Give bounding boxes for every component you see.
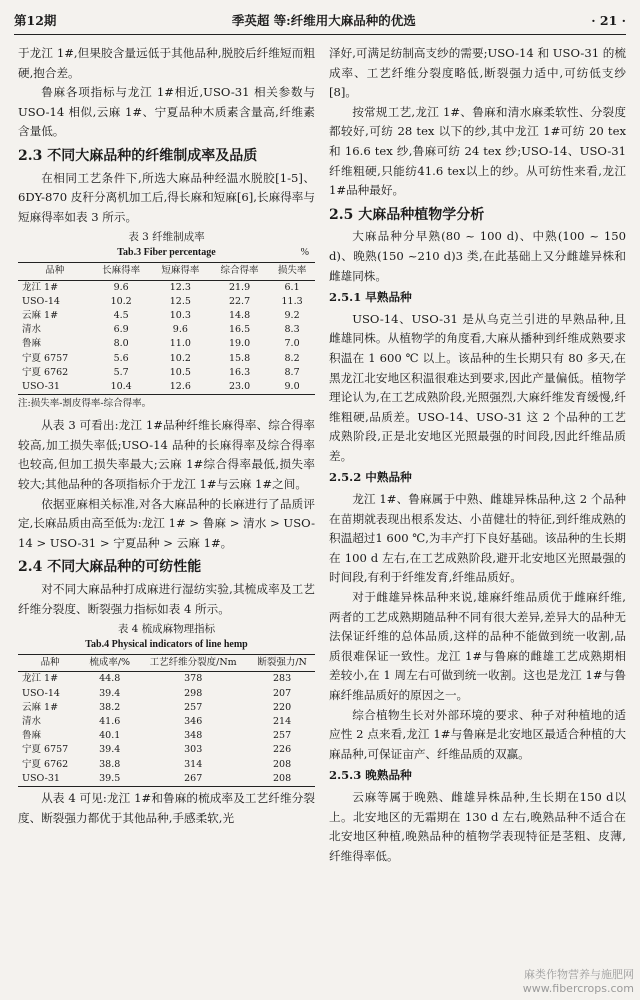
table-3-caption: 表 3 纤维制成率 xyxy=(128,231,205,244)
value-cell: 21.9 xyxy=(228,281,251,293)
table-header-cell: 短麻得率 xyxy=(151,263,210,280)
value-cell: 9.2 xyxy=(284,309,300,321)
value-cell: 214 xyxy=(273,715,292,727)
value-cell: 4.5 xyxy=(113,309,129,321)
variety-cell: 宁夏 6762 xyxy=(22,366,69,378)
variety-cell: USO-31 xyxy=(18,380,92,395)
section-heading-2-3: 2.3 不同大麻品种的纤维制成率及品质 xyxy=(18,147,258,164)
paragraph: 对于雌雄异株品种来说,雄麻纤维品质优于雌麻纤维,两者的工艺成熟期随品种不同有很大差异,差异大的品种无法保证纤维的总体品质,这样的品种不能做到统一收割,品质很难保证一致性。龙江 1#与鲁麻的雌雄工艺成熟期相差较小,在 1 周左右可做到统一收割。这也是龙江 1#与鲁麻纤维品质好的原因之一。 xyxy=(329,590,626,702)
table-header-cell: 品种 xyxy=(18,655,82,672)
variety-cell: 鲁麻 xyxy=(22,730,42,742)
value-cell: 207 xyxy=(273,687,292,699)
value-cell: 346 xyxy=(184,715,203,727)
value-cell: 12.5 xyxy=(169,295,191,307)
section-heading-2-5-3: 2.5.3 晚熟品种 xyxy=(329,768,412,783)
value-cell: 10.2 xyxy=(110,295,132,307)
paragraph: 泽好,可满足纺制高支纱的需要;USO-14 和 USO-31 的梳成率、工艺纤维分裂度略低,断裂强力适中,可纺低支纱[8]。 xyxy=(329,46,626,100)
value-cell: 10.2 xyxy=(169,352,191,364)
table-row xyxy=(18,323,315,337)
value-cell: 15.8 xyxy=(228,352,251,364)
paragraph: 鲁麻各项指标与龙江 1#相近,USO-31 相关参数与 USO-14 相似,云麻 1#、宁夏品种木质素含量高,纤维素含量低。 xyxy=(18,85,315,139)
value-cell: 314 xyxy=(184,758,203,770)
value-cell: 44.8 xyxy=(99,673,121,685)
value-cell: 267 xyxy=(137,772,249,787)
value-cell: 14.8 xyxy=(228,309,251,321)
table-row xyxy=(18,687,315,701)
value-cell: 6.1 xyxy=(284,281,300,293)
table-row xyxy=(18,280,315,295)
value-cell: 8.3 xyxy=(284,324,300,336)
variety-cell: 龙江 1# xyxy=(22,281,59,293)
variety-cell: 宁夏 6762 xyxy=(22,758,69,770)
variety-cell: 龙江 1# xyxy=(22,673,59,685)
value-cell: 19.0 xyxy=(228,338,251,350)
value-cell: 378 xyxy=(184,673,203,685)
value-cell: 7.0 xyxy=(284,338,300,350)
value-cell: 38.2 xyxy=(99,701,121,713)
table-row xyxy=(18,295,315,309)
site-watermark: 麻类作物营养与施肥网 www.fibercrops.com xyxy=(522,968,634,995)
table-4-caption: 表 4 梳成麻物理指标 xyxy=(117,623,216,636)
value-cell: 257 xyxy=(273,730,292,742)
value-cell: 303 xyxy=(184,744,203,756)
value-cell: 39.4 xyxy=(99,744,121,756)
table-row xyxy=(18,743,315,757)
left-column xyxy=(18,44,315,992)
section-heading-2-5-2: 2.5.2 中熟品种 xyxy=(329,470,412,485)
table-header-cell: 综合得率 xyxy=(210,263,269,280)
value-cell: 11.3 xyxy=(281,295,303,307)
table-row xyxy=(18,729,315,743)
issue-number: 第12期 xyxy=(14,13,57,29)
table-4-caption-en: Tab.4 Physical indicators of line hemp xyxy=(85,639,248,651)
value-cell: 283 xyxy=(273,673,292,685)
section-heading-2-5: 2.5 大麻品种植物学分析 xyxy=(329,206,485,223)
value-cell: 10.4 xyxy=(92,380,151,395)
value-cell: 23.0 xyxy=(210,380,269,395)
table-row xyxy=(18,380,315,395)
value-cell: 38.8 xyxy=(99,758,121,770)
value-cell: 9.6 xyxy=(172,324,188,336)
variety-cell: USO-14 xyxy=(22,687,60,699)
table-3-unit: % xyxy=(300,247,309,259)
table-row xyxy=(18,352,315,366)
value-cell: 220 xyxy=(273,701,292,713)
variety-cell: 清水 xyxy=(22,715,42,727)
value-cell: 12.3 xyxy=(169,281,191,293)
table-4 xyxy=(18,654,315,787)
table-header-cell: 断裂强力/N xyxy=(249,655,315,672)
value-cell: 39.4 xyxy=(99,687,121,699)
paragraph: 大麻品种分早熟(80 ~ 100 d)、中熟(100 ~ 150 d)、晚熟(150 ~210 d)3 类,在此基础上又分雌雄异株和雌雄同株。 xyxy=(329,229,626,283)
paragraph: 综合植物生长对外部环境的要求、种子对种植地的适应性 2 点来看,龙江 1#与鲁麻是北安地区最适合种植的大麻品种,可保证亩产、纤维品质的双赢。 xyxy=(329,707,626,761)
table-row xyxy=(18,672,315,687)
value-cell: 8.0 xyxy=(113,338,129,350)
value-cell: 9.0 xyxy=(269,380,315,395)
running-title: 季英超 等:纤维用大麻品种的优选 xyxy=(231,13,416,29)
value-cell: 208 xyxy=(273,758,292,770)
value-cell: 10.5 xyxy=(169,366,191,378)
value-cell: 40.1 xyxy=(99,730,121,742)
value-cell: 12.6 xyxy=(151,380,210,395)
variety-cell: USO-14 xyxy=(22,295,60,307)
article-body xyxy=(18,44,626,992)
table-row xyxy=(18,772,315,787)
table-row xyxy=(18,337,315,351)
variety-cell: 宁夏 6757 xyxy=(22,352,69,364)
value-cell: 11.0 xyxy=(169,338,191,350)
paragraph: 龙江 1#、鲁麻属于中熟、雌雄异株品种,这 2 个品种在苗期就表现出根系发达、小苗健壮的特征,到纤维成熟的积温超过1 600 ℃,为丰产打下良好基础。该品种的生长期在 100 d 左右,在工艺成熟阶段,避开北安地区光照最强的时间段,有利于纤维发育,纤维品质好。 xyxy=(329,492,626,585)
paragraph: 依据亚麻相关标准,对各大麻品种的长麻进行了品质评定,长麻品质由高至低为:龙江 1# > 鲁麻 > 清水 > USO-14 > USO-31 > 宁夏品种 > 云麻 1#。 xyxy=(18,496,315,550)
value-cell: 10.3 xyxy=(169,309,191,321)
paragraph: 于龙江 1#,但果胶含量远低于其他品种,脱胶后纤维短而粗硬,抱合差。 xyxy=(18,46,315,80)
variety-cell: 云麻 1# xyxy=(22,309,59,321)
variety-cell: 云麻 1# xyxy=(22,701,59,713)
variety-cell: 鲁麻 xyxy=(22,338,42,350)
table-header-cell: 损失率 xyxy=(269,263,315,280)
section-heading-2-5-1: 2.5.1 早熟品种 xyxy=(329,290,412,305)
value-cell: 9.6 xyxy=(113,281,129,293)
table-header-cell: 工艺纤维分裂度/Nm xyxy=(137,655,249,672)
variety-cell: 清水 xyxy=(22,324,42,336)
value-cell: 5.7 xyxy=(113,366,129,378)
value-cell: 16.3 xyxy=(228,366,251,378)
value-cell: 8.2 xyxy=(284,352,300,364)
paragraph: 按常规工艺,龙江 1#、鲁麻和清水麻柔软性、分裂度都较好,可纺 28 tex 以下的纱,其中龙江 1#可纺 20 tex 和 16.6 tex 纱,鲁麻可纺 24 tex 纱;USO-14、USO-31 纤维粗硬,只能纺41.6 tex以上的纱。从可纺性来看,龙江 1#品种最好。 xyxy=(329,104,626,198)
table-3-caption-en: Tab.3 Fiber percentage % xyxy=(117,247,309,259)
table-header-cell: 梳成率/% xyxy=(82,655,137,672)
value-cell: 348 xyxy=(184,730,203,742)
value-cell: 16.5 xyxy=(228,324,251,336)
value-cell: 298 xyxy=(184,687,203,699)
table-header-cell: 长麻得率 xyxy=(92,263,151,280)
right-column xyxy=(329,44,626,992)
table-3-note: 注:损失率-割皮得率-综合得率。 xyxy=(18,398,152,410)
value-cell: 226 xyxy=(273,744,292,756)
paragraph: 在相同工艺条件下,所选大麻品种经温水脱胶[1-5]、6DY-870 皮秆分离机加工后,得长麻和短麻[6],长麻得率与短麻得率如表 3 所示。 xyxy=(18,170,315,224)
value-cell: 5.6 xyxy=(113,352,129,364)
table-row xyxy=(18,715,315,729)
table-row xyxy=(18,758,315,772)
paragraph: 从表 4 可见:龙江 1#和鲁麻的梳成率及工艺纤维分裂度、断裂强力都优于其他品种,手感柔软,光 xyxy=(18,790,315,825)
variety-cell: USO-31 xyxy=(18,772,82,787)
value-cell: 257 xyxy=(184,701,203,713)
value-cell: 39.5 xyxy=(82,772,137,787)
paragraph: 云麻等属于晚熟、雌雄异株品种,生长期在150 d以上。北安地区的无霜期在 130 d 左右,晚熟品种不适合在北安地区种植,晚熟品种的植物学表现特征是茎粗、皮薄,纤维得率低。 xyxy=(329,789,626,863)
page-number: · 21 · xyxy=(591,13,626,29)
value-cell: 6.9 xyxy=(113,324,129,336)
section-heading-2-4: 2.4 不同大麻品种的可纺性能 xyxy=(18,559,202,576)
page-header xyxy=(14,8,626,35)
table-3 xyxy=(18,262,315,395)
variety-cell: 宁夏 6757 xyxy=(22,744,69,756)
table-row xyxy=(18,366,315,380)
table-row xyxy=(18,309,315,323)
value-cell: 22.7 xyxy=(228,295,251,307)
paragraph: USO-14、USO-31 是从乌克兰引进的早熟品种,且雌雄同株。从植物学的角度看,大麻从播种到纤维成熟要求积温在 1 600 ℃ 以上。该品种的生长期只有 80 多天,在黑龙江北安地区积温很难达到要求,因此产量偏低。植物学理论认为,在工艺成熟阶段,光照强烈,大麻纤维发育缓慢,纤维粗硬,品质差。USO-14、USO-31 这 2 个品种的工艺成熟阶段,正是北安地区光照最强的时间段,因此纤维品质差。 xyxy=(329,311,626,463)
table-header-cell: 品种 xyxy=(18,263,92,280)
value-cell: 41.6 xyxy=(99,715,121,727)
paragraph: 对不同大麻品种打成麻进行湿纺实验,其梳成率及工艺纤维分裂度、断裂强力指标如表 4 所示。 xyxy=(18,581,315,616)
paragraph: 从表 3 可看出:龙江 1#品种纤维长麻得率、综合得率较高,加工损失率低;USO-14 品种的长麻得率及综合得率也较高,但加工损失率最大;云麻 1#综合得率最低,损失率较大;其他品种的各项指标介于龙江 1#与云麻 1#之间。 xyxy=(18,418,315,491)
value-cell: 8.7 xyxy=(284,366,300,378)
value-cell: 208 xyxy=(249,772,315,787)
table-row xyxy=(18,701,315,715)
